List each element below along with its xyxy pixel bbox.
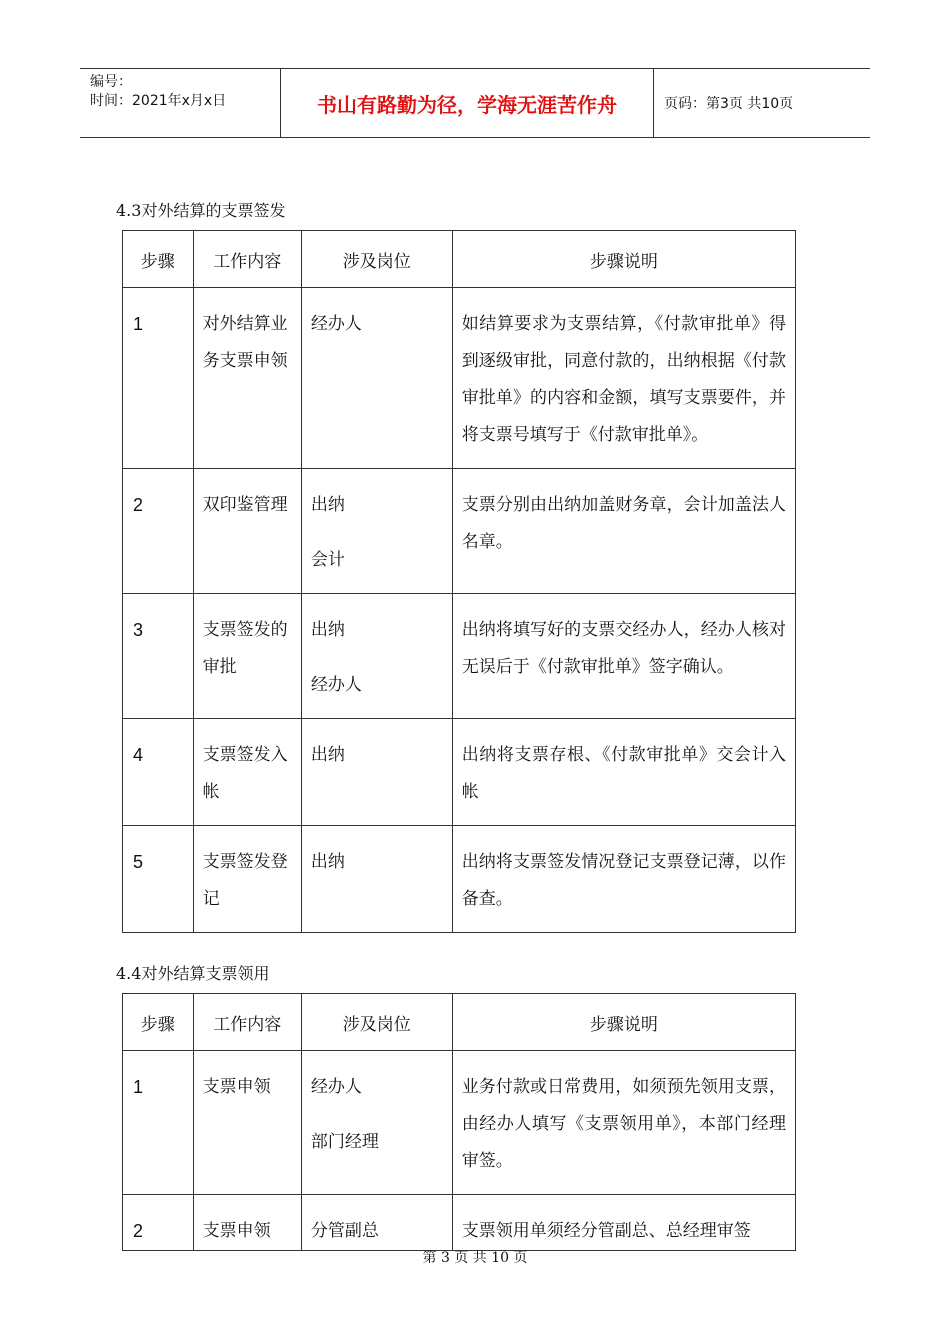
- step-description-cell: 支票领用单须经分管副总、总经理审签: [452, 1195, 795, 1251]
- role-item: 经办人: [310, 1077, 362, 1097]
- step-description-cell: 如结算要求为支票结算，《付款审批单》得到逐级审批，同意付款的，出纳根据《付款审批单》的内容和金额，填写支票要件，并将支票号填写于《付款审批单》。: [452, 288, 795, 469]
- table-row: [123, 719, 796, 826]
- steps-table-4-3: [122, 230, 796, 933]
- time-label: 时间：2021年x月x日: [90, 93, 227, 109]
- role-item: 会计: [310, 550, 345, 570]
- column-header: 步骤说明: [452, 231, 795, 288]
- work-content-cell: 支票签发登记: [193, 826, 301, 933]
- step-number-cell: 2: [123, 1195, 194, 1251]
- table-row: [123, 594, 796, 719]
- roles-cell: [301, 826, 452, 933]
- work-content-cell: 支票签发的审批: [193, 594, 301, 719]
- page-header: [80, 68, 870, 138]
- role-item: 经办人: [310, 675, 362, 695]
- roles-cell: [301, 1051, 452, 1195]
- column-header: 步骤说明: [452, 994, 795, 1051]
- section-title-4-4: 4.4对外结算支票领用: [116, 964, 270, 983]
- role-item: 分管副总: [310, 1221, 379, 1241]
- step-number-cell: 1: [123, 1051, 194, 1195]
- column-header: 涉及岗位: [301, 231, 452, 288]
- header-motto: 书山有路勤为径，学海无涯苦作舟: [281, 69, 654, 137]
- column-header: 步骤: [123, 994, 194, 1051]
- step-description-cell: 出纳将支票存根、《付款审批单》交会计入帐: [452, 719, 795, 826]
- role-item: 出纳: [310, 852, 345, 872]
- table-row: [123, 826, 796, 933]
- work-content-cell: 支票签发入帐: [193, 719, 301, 826]
- step-description-cell: 出纳将支票签发情况登记支票登记薄，以作备查。: [452, 826, 795, 933]
- role-item: 出纳: [310, 745, 345, 765]
- table-row: [123, 1195, 796, 1251]
- work-content-cell: 双印鉴管理: [193, 469, 301, 594]
- step-description-cell: 出纳将填写好的支票交经办人，经办人核对无误后于《付款审批单》签字确认。: [452, 594, 795, 719]
- work-content-cell: 对外结算业务支票申领: [193, 288, 301, 469]
- role-item: 出纳: [310, 495, 345, 515]
- role-item: 经办人: [310, 314, 362, 334]
- section-title-4-3: 4.3对外结算的支票签发: [116, 201, 286, 220]
- roles-cell: [301, 469, 452, 594]
- step-description-cell: 支票分别由出纳加盖财务章，会计加盖法人名章。: [452, 469, 795, 594]
- column-header: 步骤: [123, 231, 194, 288]
- step-description-cell: 业务付款或日常费用，如须预先领用支票，由经办人填写《支票领用单》，本部门经理审签。: [452, 1051, 795, 1195]
- header-meta: [80, 69, 281, 137]
- step-number-cell: 5: [123, 826, 194, 933]
- roles-cell: [301, 1195, 452, 1251]
- table-header-row: [123, 994, 796, 1051]
- roles-cell: [301, 719, 452, 826]
- step-number-cell: 3: [123, 594, 194, 719]
- step-number-cell: 4: [123, 719, 194, 826]
- column-header: 涉及岗位: [301, 994, 452, 1051]
- step-number-cell: 1: [123, 288, 194, 469]
- page-footer: 第 3 页 共 10 页: [422, 1250, 528, 1266]
- table-row: [123, 1051, 796, 1195]
- column-header: 工作内容: [193, 994, 301, 1051]
- table-header-row: [123, 231, 796, 288]
- roles-cell: [301, 288, 452, 469]
- number-label: 编号：: [90, 74, 132, 90]
- role-item: 部门经理: [310, 1132, 379, 1152]
- column-header: 工作内容: [193, 231, 301, 288]
- role-item: 出纳: [310, 620, 345, 640]
- header-page-info: 页码：第3页 共10页: [664, 96, 794, 112]
- work-content-cell: 支票申领: [193, 1051, 301, 1195]
- work-content-cell: 支票申领: [193, 1195, 301, 1251]
- table-row: [123, 288, 796, 469]
- step-number-cell: 2: [123, 469, 194, 594]
- steps-table-4-4: [122, 993, 796, 1251]
- roles-cell: [301, 594, 452, 719]
- table-row: [123, 469, 796, 594]
